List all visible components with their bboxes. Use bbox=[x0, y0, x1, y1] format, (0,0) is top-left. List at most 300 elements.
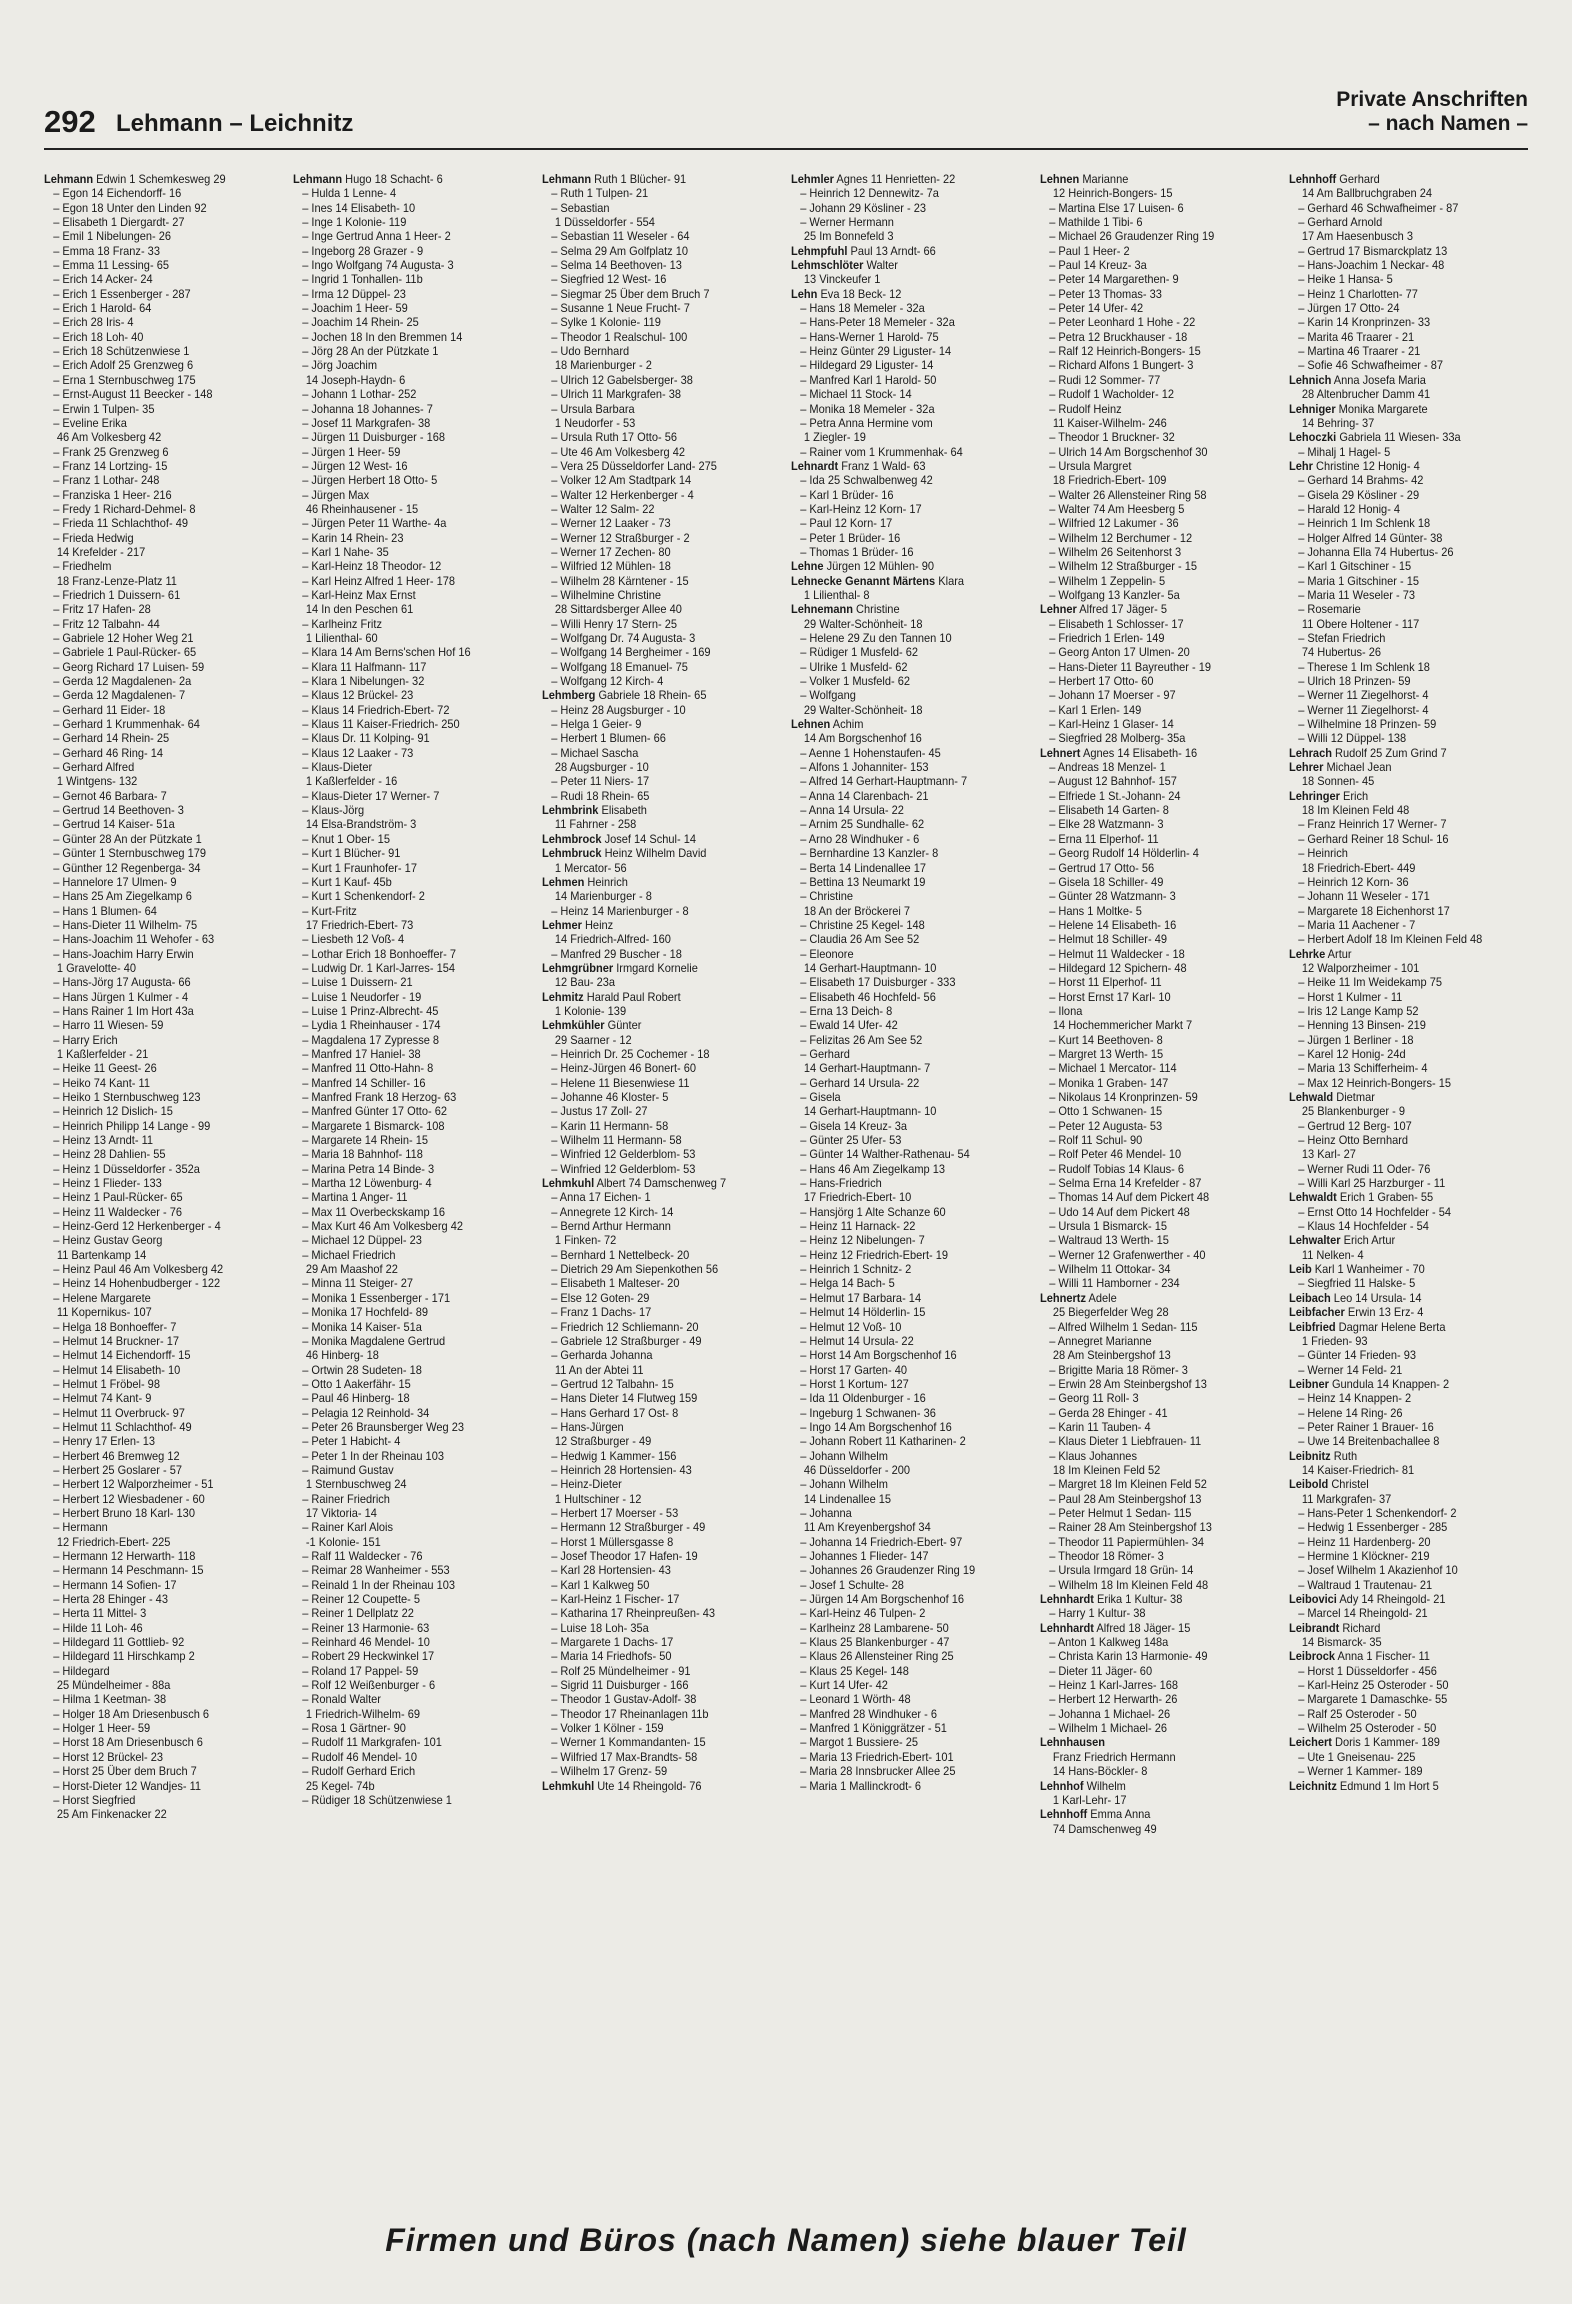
directory-entry: – Werner 12 Straßburger - 2 bbox=[551, 530, 690, 545]
directory-entry: – Heiko 74 Kant- 11 bbox=[53, 1075, 150, 1090]
directory-entry: – Michael Sascha bbox=[551, 745, 639, 760]
directory-entry: Leibnitz Ruth bbox=[1289, 1448, 1358, 1463]
directory-entry: – Nikolaus 14 Kronprinzen- 59 bbox=[1049, 1090, 1198, 1104]
directory-entry: – Hans-Peter 18 Memeler - 32a bbox=[800, 315, 955, 330]
directory-entry: – Max 12 Heinrich-Bongers- 15 bbox=[1298, 1075, 1451, 1090]
directory-entry: 11 Bartenkamp 14 bbox=[56, 1247, 147, 1262]
directory-entry: – Margret 18 Im Kleinen Feld 52 bbox=[1049, 1477, 1207, 1492]
directory-entry: – Klaus Dieter 1 Liebfrauen- 11 bbox=[1049, 1434, 1202, 1449]
directory-entry: – Ines 14 Elisabeth- 10 bbox=[302, 200, 416, 215]
directory-entry: – Helene 29 Zu den Tannen 10 bbox=[800, 631, 952, 645]
directory-entry: – Luise 1 Neudorfer - 19 bbox=[302, 989, 422, 1004]
directory-entry: – Hans-Joachim 1 Neckar- 48 bbox=[1298, 258, 1445, 273]
section-label-line1: Private Anschriften bbox=[1336, 88, 1528, 111]
directory-entry: Lehr Christine 12 Honig- 4 bbox=[1289, 458, 1420, 473]
directory-entry: – Reimar 28 Wanheimer - 553 bbox=[302, 1563, 450, 1578]
directory-entry: Leibovici Ady 14 Rheingold- 21 bbox=[1289, 1592, 1446, 1607]
directory-entry: – Volker 1 Kölner - 159 bbox=[551, 1721, 664, 1736]
directory-entry: – Klaus 14 Hochfelder - 54 bbox=[1298, 1219, 1429, 1234]
directory-entry: – Wilfried 17 Max-Brandts- 58 bbox=[551, 1749, 698, 1764]
directory-entry: – Gerhard Arnold bbox=[1298, 215, 1383, 230]
surname: Lehmann bbox=[542, 172, 592, 186]
column-6 bbox=[1289, 172, 1528, 2172]
directory-entry: – Margret 13 Werth- 15 bbox=[1049, 1046, 1164, 1061]
directory-entry: – Else 12 Goten- 29 bbox=[551, 1290, 650, 1305]
directory-entry: 11 Markgrafen- 37 bbox=[1301, 1491, 1392, 1506]
directory-entry: – Ursula 1 Bismarck- 15 bbox=[1049, 1219, 1168, 1234]
page-title: Lehmann – Leichnitz bbox=[116, 110, 354, 137]
directory-entry: – Johanna bbox=[800, 1505, 852, 1520]
directory-entry: – Maria 11 Weseler - 73 bbox=[1298, 587, 1415, 602]
directory-entry: – Klaus 14 Friedrich-Ebert- 72 bbox=[302, 702, 450, 717]
directory-entry: 1 Finken- 72 bbox=[554, 1233, 617, 1248]
directory-entry: – Karl-Heinz Max Ernst bbox=[302, 587, 416, 602]
directory-entry: – Heike 1 Hansa- 5 bbox=[1298, 272, 1393, 287]
directory-entry: – Max 11 Overbeckskamp 16 bbox=[302, 1204, 445, 1219]
directory-entry: – Günter 14 Walther-Rathenau- 54 bbox=[800, 1147, 970, 1162]
directory-entry: – Jürgen 17 Otto- 24 bbox=[1298, 301, 1400, 316]
directory-entry: – Alfred 14 Gerhart-Hauptmann- 7 bbox=[800, 774, 968, 789]
directory-entry: – Heike 11 Im Weidekamp 75 bbox=[1298, 975, 1443, 990]
directory-entry: – Manfred Karl 1 Harold- 50 bbox=[800, 372, 937, 387]
directory-entry: – Helga 18 Bonhoeffer- 7 bbox=[53, 1319, 177, 1334]
directory-entry: – Martina 46 Traarer - 21 bbox=[1298, 344, 1421, 359]
directory-entry: – Johanna 18 Johannes- 7 bbox=[302, 401, 433, 416]
directory-entry: – Katharina 17 Rheinpreußen- 43 bbox=[551, 1606, 716, 1621]
directory-entry: – Georg Rudolf 14 Hölderlin- 4 bbox=[1049, 846, 1199, 861]
directory-entry: – Karl-Heinz 1 Fischer- 17 bbox=[551, 1592, 680, 1607]
directory-entry: Lehne Jürgen 12 Mühlen- 90 bbox=[791, 559, 934, 574]
directory-entry: – Heinrich 1 Im Schlenk 18 bbox=[1298, 516, 1431, 531]
directory-entry: – Erich 14 Acker- 24 bbox=[53, 272, 153, 287]
directory-entry: Lehoczki Gabriela 11 Wiesen- 33a bbox=[1289, 430, 1461, 445]
directory-entry: – Theodor 17 Rheinanlagen 11b bbox=[551, 1706, 709, 1721]
directory-entry: – Gerhard 14 Brahms- 42 bbox=[1298, 473, 1424, 488]
directory-entry: – Erich 28 Iris- 4 bbox=[53, 315, 134, 330]
directory-entry: – Helmut 11 Waldecker - 18 bbox=[1049, 946, 1185, 961]
directory-entry: – Erna 13 Deich- 8 bbox=[800, 1003, 893, 1018]
directory-entry: – Harry 1 Kultur- 38 bbox=[1049, 1606, 1146, 1621]
directory-entry: Lehnecke Genannt Märtens Klara bbox=[791, 573, 965, 588]
directory-entry: – Manfred 29 Buscher - 18 bbox=[551, 946, 682, 961]
directory-entry: – Manfred 14 Schiller- 16 bbox=[302, 1075, 426, 1090]
directory-entry: – Margarete 14 Rhein- 15 bbox=[302, 1133, 429, 1148]
directory-entry: – Luise 1 Duissern- 21 bbox=[302, 975, 413, 990]
directory-entry: – Udo Bernhard bbox=[551, 344, 630, 359]
directory-entry: – Rudolf Tobias 14 Klaus- 6 bbox=[1049, 1161, 1185, 1176]
directory-entry: – Emma 18 Franz- 33 bbox=[53, 243, 160, 258]
directory-entry: Lehnhoff Emma Anna bbox=[1040, 1807, 1151, 1822]
directory-entry: – Michael 12 Düppel- 23 bbox=[302, 1233, 422, 1248]
directory-entry: – Frieda Hedwig bbox=[53, 530, 134, 545]
directory-entry: – Gisela bbox=[800, 1090, 841, 1104]
column-3 bbox=[542, 172, 781, 2172]
directory-entry: – Lydia 1 Rheinhauser - 174 bbox=[302, 1018, 441, 1033]
directory-entry: Lehnen Marianne bbox=[1040, 172, 1129, 186]
directory-entry: – Hans-Jörg 17 Augusta- 66 bbox=[53, 975, 191, 990]
directory-entry: – Martha 12 Löwenburg- 4 bbox=[302, 1176, 432, 1191]
directory-entry: – Pelagia 12 Reinhold- 34 bbox=[302, 1405, 430, 1420]
directory-entry: – Peter 11 Niers- 17 bbox=[551, 774, 650, 789]
directory-entry: – Heinrich 12 Dennewitz- 7a bbox=[800, 186, 939, 201]
directory-entry: – Werner 12 Laaker - 73 bbox=[551, 516, 671, 531]
directory-entry: – Hans-Joachim Harry Erwin bbox=[53, 946, 194, 961]
directory-entry: – Gisela 18 Schiller- 49 bbox=[1049, 874, 1164, 889]
directory-entry: – Frank 25 Grenzweg 6 bbox=[53, 444, 169, 459]
directory-entry: – Inge 1 Kolonie- 119 bbox=[302, 215, 407, 230]
directory-entry: – Kurt 14 Ufer- 42 bbox=[800, 1678, 888, 1693]
directory-entry: 29 Walter-Schönheit- 18 bbox=[803, 702, 923, 717]
directory-entry: – Hildegard 12 Spichern- 48 bbox=[1049, 960, 1187, 975]
surname: Lehmbrink bbox=[542, 803, 599, 818]
directory-entry: – Josef Wilhelm 1 Akazienhof 10 bbox=[1298, 1563, 1458, 1578]
surname: Lehnecke Genannt Märtens bbox=[791, 573, 936, 588]
directory-entry: Leichert Doris 1 Kammer- 189 bbox=[1289, 1735, 1440, 1750]
directory-entry: – Karl 1 Brüder- 16 bbox=[800, 487, 894, 502]
directory-entry: – Uwe 14 Breitenbachallee 8 bbox=[1298, 1434, 1440, 1449]
directory-entry: Lehn Eva 18 Beck- 12 bbox=[791, 286, 902, 301]
directory-entry: – Felizitas 26 Am See 52 bbox=[800, 1032, 923, 1047]
directory-entry: – Helga 1 Geier- 9 bbox=[551, 717, 642, 732]
directory-entry: Leibrandt Richard bbox=[1289, 1620, 1381, 1635]
directory-entry: – Jürgen Peter 11 Warthe- 4a bbox=[302, 516, 447, 531]
directory-entry: – Horst 12 Brückel- 23 bbox=[53, 1749, 164, 1764]
directory-entry: – Franz 1 Dachs- 17 bbox=[551, 1305, 652, 1320]
directory-entry: 46 Hinberg- 18 bbox=[305, 1348, 379, 1363]
directory-entry: – Manfred Günter 17 Otto- 62 bbox=[302, 1104, 448, 1119]
directory-entry: 1 Lilienthal- 8 bbox=[803, 587, 870, 602]
directory-entry: – Hermann 12 Straßburger - 49 bbox=[551, 1520, 706, 1535]
directory-entry: – Rainer vom 1 Krummenhak- 64 bbox=[800, 444, 963, 459]
directory-entry: – Hedwig 1 Essenberger - 285 bbox=[1298, 1520, 1448, 1535]
directory-entry: 14 Lindenallee 15 bbox=[803, 1491, 892, 1506]
directory-entry: – Josef 1 Schulte- 28 bbox=[800, 1577, 904, 1592]
directory-entry: – Gernot 46 Barbara- 7 bbox=[53, 788, 167, 803]
directory-entry: – Herbert 12 Wiesbadener - 60 bbox=[53, 1491, 205, 1506]
directory-entry: – Walter 12 Salm- 22 bbox=[551, 501, 655, 516]
directory-entry: – Heinrich 12 Korn- 36 bbox=[1298, 874, 1409, 889]
directory-entry: – Jochen 18 In den Bremmen 14 bbox=[302, 329, 463, 344]
directory-entry: – Georg 11 Roll- 3 bbox=[1049, 1391, 1139, 1406]
directory-entry: – Paul 12 Korn- 17 bbox=[800, 516, 893, 531]
directory-entry: – Heike 11 Geest- 26 bbox=[53, 1061, 157, 1076]
directory-entry: 1 Lilienthal- 60 bbox=[305, 631, 378, 645]
directory-entry: 17 Viktoria- 14 bbox=[305, 1505, 377, 1520]
directory-entry: 14 Am Borgschenhof 16 bbox=[803, 731, 922, 746]
directory-entry: – Kurt 1 Fraunhofer- 17 bbox=[302, 860, 417, 875]
directory-entry: Lehnen Achim bbox=[791, 717, 864, 732]
directory-entry: – Horst 1 Düsseldorfer - 456 bbox=[1298, 1663, 1437, 1678]
directory-entry: – Hansjörg 1 Alte Schanze 60 bbox=[800, 1204, 946, 1219]
directory-entry: – Andreas 18 Menzel- 1 bbox=[1049, 760, 1166, 775]
directory-entry: – Ilona bbox=[1049, 1003, 1083, 1018]
directory-entry: – Günther 12 Regenberga- 34 bbox=[53, 860, 201, 875]
directory-entry: – Heinz 14 Marienburger - 8 bbox=[551, 903, 689, 918]
directory-entry: Lehwalter Erich Artur bbox=[1289, 1233, 1396, 1248]
directory-entry: – Willi 11 Hamborner - 234 bbox=[1049, 1276, 1180, 1291]
directory-entry: 12 Straßburger - 49 bbox=[554, 1434, 652, 1449]
surname: Lehnertz bbox=[1040, 1290, 1087, 1305]
directory-entry: 1 Kolonie- 139 bbox=[554, 1003, 627, 1018]
directory-entry: – Paul 1 Heer- 2 bbox=[1049, 243, 1130, 258]
directory-entry: – Fritz 17 Hafen- 28 bbox=[53, 602, 151, 617]
directory-entry: – Helmut 14 Ursula- 22 bbox=[800, 1333, 914, 1348]
directory-entry: – Klaus-Dieter bbox=[302, 760, 373, 775]
directory-entry: 1 Wintgens- 132 bbox=[56, 774, 138, 789]
directory-entry: – Selma 14 Beethoven- 13 bbox=[551, 258, 682, 273]
directory-entry: – Heinz Otto Bernhard bbox=[1298, 1133, 1409, 1148]
directory-entry: – Siegfried 12 West- 16 bbox=[551, 272, 667, 287]
directory-entry: – Peter 1 Habicht- 4 bbox=[302, 1434, 401, 1449]
surname: Lehmkühler bbox=[542, 1018, 605, 1033]
directory-entry: – Minna 11 Steiger- 27 bbox=[302, 1276, 414, 1291]
surname: Lehnen bbox=[1040, 172, 1080, 186]
directory-entry: – Sebastian 11 Weseler - 64 bbox=[551, 229, 690, 244]
directory-entry: – Helmut 11 Overbruck- 97 bbox=[53, 1405, 185, 1420]
directory-entry: – Rolf 11 Schul- 90 bbox=[1049, 1133, 1143, 1148]
directory-entry: Lehmschlöter Walter bbox=[791, 258, 898, 273]
directory-entry: – Gerhard 46 Ring- 14 bbox=[53, 745, 164, 760]
directory-entry: – Klaus Johannes bbox=[1049, 1448, 1137, 1463]
directory-entry bbox=[1040, 1735, 1260, 1749]
directory-entry: – Gerhard 1 Krummenhak- 64 bbox=[53, 717, 200, 732]
directory-entry: – Manfred 1 Königgrätzer - 51 bbox=[800, 1721, 947, 1736]
surname: Leibrock bbox=[1289, 1649, 1336, 1664]
directory-entry: – Elisabeth 17 Duisburger - 333 bbox=[800, 975, 956, 990]
directory-entry: 74 Hubertus- 26 bbox=[1301, 645, 1382, 660]
section-label-line2: – nach Namen – bbox=[1368, 112, 1528, 135]
footer-note: Firmen und Büros (nach Namen) siehe blauer Teil bbox=[385, 2222, 1187, 2258]
surname: Lehringer bbox=[1289, 788, 1340, 803]
directory-entry: – Roland 17 Pappel- 59 bbox=[302, 1663, 419, 1678]
directory-entry: – Erich 1 Essenberger - 287 bbox=[53, 286, 191, 301]
directory-entry: – Werner 17 Zechen- 80 bbox=[551, 544, 671, 559]
directory-entry: – Justus 17 Zoll- 27 bbox=[551, 1104, 648, 1119]
directory-entry: – Johann 11 Weseler - 171 bbox=[1298, 889, 1430, 904]
directory-entry: – Johann 29 Kösliner - 23 bbox=[800, 200, 927, 215]
directory-entry: Lehmgrübner Irmgard Kornelie bbox=[542, 960, 698, 975]
directory-entry: – Ralf 11 Waldecker - 76 bbox=[302, 1549, 423, 1563]
directory-entry: – Maria 1 Mallinckrodt- 6 bbox=[800, 1778, 922, 1793]
directory-entry: – Gertrud 17 Otto- 56 bbox=[1049, 860, 1155, 875]
directory-entry: – Robert 29 Heckwinkel 17 bbox=[302, 1649, 435, 1664]
directory-entry: – Heinrich Philipp 14 Lange - 99 bbox=[53, 1118, 211, 1133]
directory-entry: – Ingo 14 Am Borgschenhof 16 bbox=[800, 1419, 952, 1434]
surname: Lehniger bbox=[1289, 401, 1336, 416]
directory-entry: 1 Sternbuschweg 24 bbox=[305, 1477, 407, 1492]
directory-entry: – Bernhardine 13 Kanzler- 8 bbox=[800, 846, 939, 861]
directory-entry: 28 Altenbrucher Damm 41 bbox=[1301, 387, 1431, 402]
directory-entry: – Karel 12 Honig- 24d bbox=[1298, 1046, 1406, 1061]
surname: Leibfacher bbox=[1289, 1305, 1345, 1320]
directory-entry: – Brigitte Maria 18 Römer- 3 bbox=[1049, 1362, 1188, 1377]
directory-entry: – Hildegard 29 Liguster- 14 bbox=[800, 358, 934, 373]
directory-entry: – Maria 14 Friedhofs- 50 bbox=[551, 1649, 672, 1664]
directory-entry: – Heinz 1 Paul-Rücker- 65 bbox=[53, 1190, 183, 1205]
directory-entry: – Herbert 12 Herwarth- 26 bbox=[1049, 1692, 1178, 1707]
directory-entry: – Wilhelm 1 Michael- 26 bbox=[1049, 1721, 1168, 1736]
directory-entry: – Hans-Dieter 11 Bayreuther - 19 bbox=[1049, 659, 1212, 674]
directory-entry: – Magdalena 17 Zypresse 8 bbox=[302, 1032, 440, 1047]
directory-entry: 1 Mercator- 56 bbox=[554, 860, 627, 875]
directory-entry: – Heinz 1 Karl-Jarres- 168 bbox=[1049, 1678, 1179, 1693]
directory-entry: 11 Kaiser-Wilhelm- 246 bbox=[1052, 415, 1167, 430]
directory-entry: – Herbert 17 Otto- 60 bbox=[1049, 674, 1154, 689]
directory-entry: – Aenne 1 Hohenstaufen- 45 bbox=[800, 745, 941, 760]
directory-entry: 11 Am Kreyenbergshof 34 bbox=[803, 1520, 931, 1535]
directory-entry: – Ralf 25 Osteroder - 50 bbox=[1298, 1706, 1417, 1721]
directory-entry: – Horst 1 Kulmer - 11 bbox=[1298, 989, 1403, 1004]
directory-entry: – Reiner 12 Coupette- 5 bbox=[302, 1592, 421, 1607]
directory-entry: – Vera 25 Düsseldorfer Land- 275 bbox=[551, 458, 717, 473]
directory-entry: – Hermann 14 Peschmann- 15 bbox=[53, 1563, 204, 1578]
directory-entry: 46 Am Volkesberg 42 bbox=[56, 430, 162, 445]
directory-entry: – Helmut 14 Elisabeth- 10 bbox=[53, 1362, 181, 1377]
directory-entry: Lehnhardt Erika 1 Kultur- 38 bbox=[1040, 1592, 1183, 1607]
directory-entry: – Ursula Irmgard 18 Grün- 14 bbox=[1049, 1563, 1194, 1578]
directory-entry: – Ingrid 1 Tonhallen- 11b bbox=[302, 272, 423, 287]
directory-entry: – Hans Gerhard 17 Ost- 8 bbox=[551, 1405, 679, 1420]
directory-entry: 28 Augsburger - 10 bbox=[554, 760, 649, 775]
directory-entry: 1 Karl-Lehr- 17 bbox=[1052, 1792, 1127, 1807]
directory-entry: – Manfred 11 Otto-Hahn- 8 bbox=[302, 1061, 434, 1076]
directory-entry: – Peter 12 Augusta- 53 bbox=[1049, 1118, 1163, 1133]
directory-entry: 1 Neudorfer - 53 bbox=[554, 415, 636, 430]
directory-entry: – Harry Erich bbox=[53, 1032, 118, 1047]
directory-entry: 25 Kegel- 74b bbox=[305, 1778, 375, 1793]
directory-entry: – Günter 28 Watzmann- 3 bbox=[1049, 889, 1176, 904]
directory-entry: Lehmitz Harald Paul Robert bbox=[542, 989, 681, 1004]
surname: Leibrandt bbox=[1289, 1620, 1340, 1635]
directory-entry: – Hans-Jürgen bbox=[551, 1419, 624, 1434]
directory-entry: – Hans-Peter 1 Schenkendorf- 2 bbox=[1298, 1505, 1457, 1520]
directory-entry: – Eveline Erika bbox=[53, 415, 127, 430]
directory-entry: – Joachim 14 Rhein- 25 bbox=[302, 315, 419, 330]
directory-entry: – Walter 74 Am Heesberg 5 bbox=[1049, 501, 1185, 516]
directory-entry: Lehnhoff Gerhard bbox=[1289, 172, 1380, 186]
directory-entry: 18 Im Kleinen Feld 48 bbox=[1301, 803, 1410, 818]
directory-entry: – Siegmar 25 Über dem Bruch 7 bbox=[551, 286, 710, 301]
directory-entry: 18 Sonnen- 45 bbox=[1301, 774, 1375, 789]
directory-entry: – Jürgen 14 Am Borgschenhof 16 bbox=[800, 1592, 965, 1607]
surname: Lehnhausen bbox=[1040, 1735, 1106, 1750]
directory-entry: 74 Damschenweg 49 bbox=[1052, 1821, 1157, 1836]
directory-entry: 46 Düsseldorfer - 200 bbox=[803, 1462, 911, 1477]
directory-entry: 14 Elsa-Brandström- 3 bbox=[305, 817, 417, 832]
directory-entry: – Heinz 11 Waldecker - 76 bbox=[53, 1204, 183, 1219]
directory-entry: 29 Am Maashof 22 bbox=[305, 1262, 398, 1277]
directory-entry: – Herbert 25 Goslarer - 57 bbox=[53, 1462, 183, 1477]
directory-entry: – Fritz 12 Talbahn- 44 bbox=[53, 616, 160, 631]
directory-entry: – Heinz 1 Flieder- 133 bbox=[53, 1176, 162, 1191]
directory-entry: – Rosa 1 Gärtner- 90 bbox=[302, 1721, 406, 1736]
directory-entry: 11 Kopernikus- 107 bbox=[56, 1305, 152, 1320]
directory-entry: – Jörg Joachim bbox=[302, 358, 378, 373]
directory-entry: – Karin 14 Rhein- 23 bbox=[302, 530, 404, 545]
surname: Lehmitz bbox=[542, 989, 584, 1004]
directory-entry: – Peter 14 Margarethen- 9 bbox=[1049, 272, 1179, 287]
directory-entry: – Jürgen Herbert 18 Otto- 5 bbox=[302, 473, 438, 488]
directory-entry: – Gerda 12 Magdalenen- 7 bbox=[53, 688, 186, 703]
directory-entry: – Emil 1 Nibelungen- 26 bbox=[53, 229, 172, 244]
directory-entry: Lehnhardt Alfred 18 Jäger- 15 bbox=[1040, 1620, 1191, 1635]
directory-entry: – Kurt 1 Kauf- 45b bbox=[302, 874, 392, 889]
surname: Lehnhardt bbox=[1040, 1620, 1094, 1635]
surname: Lehnert bbox=[1040, 745, 1081, 760]
surname: Lehmberg bbox=[542, 688, 596, 703]
directory-entry: – Margarete 1 Damaschke- 55 bbox=[1298, 1692, 1448, 1707]
directory-entry: – Ralf 12 Heinrich-Bongers- 15 bbox=[1049, 344, 1201, 359]
directory-entry: – Karlheinz Fritz bbox=[302, 616, 382, 631]
directory-entry: – Winfried 12 Gelderblom- 53 bbox=[551, 1147, 696, 1162]
directory-entry: Lehmkuhl Ute 14 Rheingold- 76 bbox=[542, 1778, 702, 1793]
directory-entry: – Erwin 1 Tulpen- 35 bbox=[53, 401, 155, 416]
directory-entry: – Rudolf 46 Mendel- 10 bbox=[302, 1749, 417, 1764]
directory-entry: – Theodor 11 Papiermühlen- 34 bbox=[1049, 1534, 1205, 1549]
directory-entry: 1 Friedrich-Wilhelm- 69 bbox=[305, 1706, 420, 1721]
directory-entry: – Ursula Margret bbox=[1049, 458, 1132, 473]
directory-entry: – Karl Heinz Alfred 1 Heer- 178 bbox=[302, 573, 456, 588]
directory-entry: – Martina Else 17 Luisen- 6 bbox=[1049, 200, 1184, 215]
directory-entry: 14 Krefelder - 217 bbox=[56, 544, 146, 559]
directory-entry: – Marcel 14 Rheingold- 21 bbox=[1298, 1606, 1428, 1621]
surname: Lehner bbox=[1040, 602, 1077, 617]
directory-entry: 18 Friedrich-Ebert- 109 bbox=[1052, 473, 1167, 488]
directory-entry: – Horst Siegfried bbox=[53, 1792, 136, 1807]
directory-entry: – Josef 11 Markgrafen- 38 bbox=[302, 415, 431, 430]
directory-entry: – Susanne 1 Neue Frucht- 7 bbox=[551, 301, 690, 316]
directory-entry: – Helene 14 Ring- 26 bbox=[1298, 1405, 1403, 1420]
directory-entry: – Mihalj 1 Hagel- 5 bbox=[1298, 444, 1391, 459]
directory-entry: – Klara 11 Halfmann- 117 bbox=[302, 659, 427, 674]
directory-entry: Lehrach Rudolf 25 Zum Grind 7 bbox=[1289, 745, 1447, 760]
header-divider bbox=[44, 148, 1528, 150]
directory-entry: – Monika 1 Graben- 147 bbox=[1049, 1075, 1169, 1090]
directory-entry: – Karl-Heinz 25 Osteroder - 50 bbox=[1298, 1678, 1449, 1693]
directory-entry: – Wolfgang 14 Bergheimer - 169 bbox=[551, 645, 711, 660]
directory-entry: – Heinrich bbox=[1298, 846, 1348, 861]
directory-entry: – Hannelore 17 Ulmen- 9 bbox=[53, 874, 177, 889]
directory-entry: – Maria 1 Gitschiner - 15 bbox=[1298, 573, 1420, 588]
directory-entry: – Hans 18 Memeler - 32a bbox=[800, 301, 925, 316]
directory-entry: – Klaus-Jörg bbox=[302, 803, 365, 818]
directory-entry: – Anna 14 Ursula- 22 bbox=[800, 803, 904, 818]
directory-entry: – Raimund Gustav bbox=[302, 1462, 394, 1477]
directory-entry: – Holger Alfred 14 Günter- 38 bbox=[1298, 530, 1443, 545]
surname: Lehnich bbox=[1289, 372, 1332, 387]
directory-entry: – Harald 12 Honig- 4 bbox=[1298, 501, 1401, 516]
directory-entry: – Rüdiger 18 Schützenwiese 1 bbox=[302, 1792, 452, 1807]
directory-entry: 17 Friedrich-Ebert- 73 bbox=[305, 917, 414, 932]
directory-entry: – Friedhelm bbox=[53, 559, 112, 574]
directory-entry: – Helene 11 Biesenwiese 11 bbox=[551, 1075, 690, 1090]
directory-entry: – Michael 26 Graudenzer Ring 19 bbox=[1049, 229, 1215, 244]
directory-entry: 14 Gerhart-Hauptmann- 10 bbox=[803, 960, 937, 975]
directory-entry: – Hans-Joachim 11 Wehofer - 63 bbox=[53, 932, 215, 947]
directory-entry: 12 Heinrich-Bongers- 15 bbox=[1052, 186, 1173, 201]
directory-entry: – Herbert 1 Blumen- 66 bbox=[551, 731, 666, 746]
directory-entry: – Ernst-August 11 Beecker - 148 bbox=[53, 387, 213, 402]
directory-entry: – Ernst Otto 14 Hochfelder - 54 bbox=[1298, 1204, 1452, 1219]
directory-entry: – Erna 11 Elperhof- 11 bbox=[1049, 831, 1159, 846]
surname: Lehnemann bbox=[791, 602, 853, 617]
directory-entry: – Karin 14 Kronprinzen- 33 bbox=[1298, 315, 1431, 330]
surname: Leibold bbox=[1289, 1477, 1329, 1492]
directory-entry: 11 Obere Holtener - 117 bbox=[1301, 616, 1420, 631]
directory-entry: – Jürgen Max bbox=[302, 487, 370, 502]
directory-entry: 1 Kaßlerfelder - 16 bbox=[305, 774, 398, 789]
directory-entry: – Elfriede 1 St.-Johann- 24 bbox=[1049, 788, 1181, 803]
